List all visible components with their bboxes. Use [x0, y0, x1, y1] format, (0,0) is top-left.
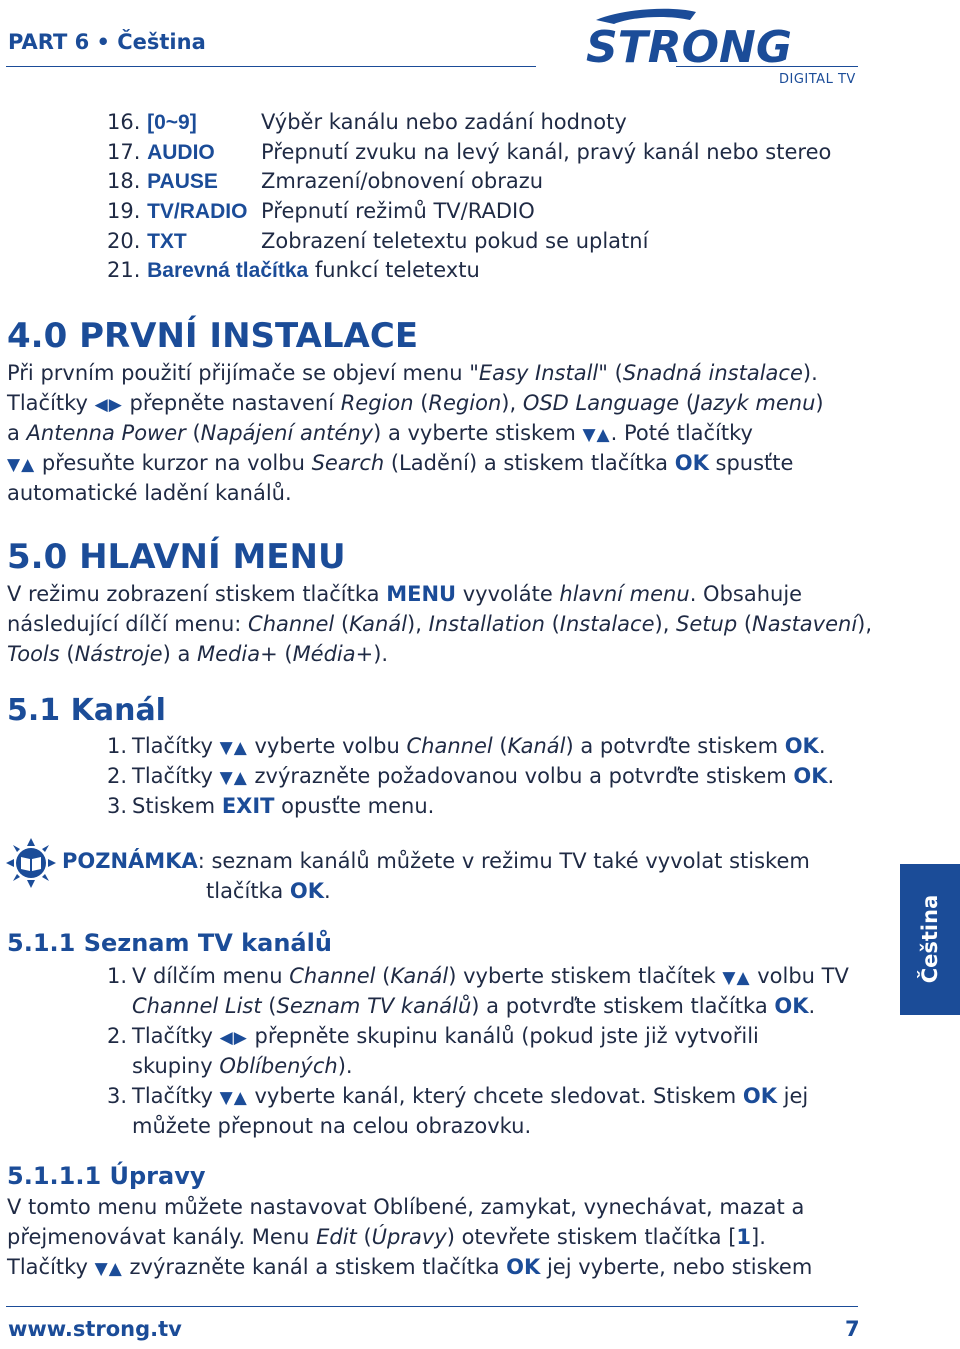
key-name: TV/RADIO [147, 200, 248, 224]
key-description: Výběr kanálu nebo zadání hodnoty [261, 110, 627, 134]
svg-text:STRONG: STRONG [586, 22, 792, 68]
left-right-arrows-icon: ◀▶ [219, 1028, 248, 1048]
key-description: Přepnutí režimů TV/RADIO [261, 199, 535, 224]
section-edit-text: V tomto menu můžete nastavovat Oblíbené, zamykat, vynechávat, mazat a přejmenovávat kanály. Menu Edit (Úpravy) otevřete stiskem tlačítka [1]. Tlačítky ▼▲ zvýrazněte kanál a stiskem tlačítka OK jej vyberte, nebo stiskem [7, 1195, 813, 1279]
note-book-icon [4, 836, 58, 890]
down-up-arrows-icon: ▼▲ [219, 1088, 248, 1108]
section-title-edit: 5.1.1.1 Úpravy [7, 1162, 206, 1190]
section-main-menu-text: V režimu zobrazení stiskem tlačítka MENU vyvoláte hlavní menu. Obsahuje následující dílčí menu: Channel (Kanál), Installation (Instalace), Setup (Nastavení), Tools (Nástroje) a Media+ (Média+). [7, 582, 873, 666]
note-box: POZNÁMKA: seznam kanálů můžete v režimu TV také vyvolat stiskem tlačítka OK. [62, 849, 810, 903]
key-description: Zmrazení/obnovení obrazu [261, 169, 544, 194]
header-divider [6, 66, 536, 67]
section-title-main-menu: 5.0 HLAVNÍ MENU [7, 537, 346, 577]
logo-divider [676, 66, 858, 67]
key-number: 21. [107, 258, 141, 283]
key-description: Přepnutí zvuku na levý kanál, pravý kanál nebo stereo [261, 139, 832, 164]
key-number: 19. [107, 199, 141, 224]
key-number: 17. [107, 139, 141, 164]
down-up-arrows-icon: ▼▲ [219, 738, 248, 758]
key-name: Barevná tlačítka [147, 259, 309, 283]
language-side-tab: Čeština [900, 864, 960, 1015]
down-up-arrows-icon: ▼▲ [7, 455, 36, 475]
section-title-channel: 5.1 Kanál [7, 693, 166, 728]
section-first-install-text: Při prvním použití přijímače se objeví menu "Easy Install" (Snadná instalace). Tlačítky ◀▶ přepněte nastavení Region (Region), OSD Language (Jazyk menu) a Antenna Power (Napájení antény) a vyberte stiskem ▼▲. Poté tlačítky ▼▲ přesuňte kurzor na volbu Search (Ladění) a stiskem tlačítka OK spusťte automatické ladění kanálů. [7, 361, 824, 505]
footer-divider [6, 1306, 858, 1307]
key-name: AUDIO [147, 140, 215, 164]
section-title-tv-channel-list: 5.1.1 Seznam TV kanálů [7, 929, 332, 957]
key-name: TXT [147, 229, 187, 253]
section-title-first-install: 4.0 PRVNÍ INSTALACE [7, 316, 419, 356]
page-header-part: PART 6 • Čeština [8, 30, 206, 54]
page-number: 7 [845, 1317, 860, 1341]
key-number: 20. [107, 228, 141, 253]
key-name: PAUSE [147, 170, 218, 194]
key-description: funkcí teletextu [314, 258, 480, 283]
footer-url[interactable]: www.strong.tv [8, 1317, 182, 1341]
strong-logo [584, 6, 864, 68]
key-number: 18. [107, 169, 141, 194]
logo-subtitle: DIGITAL TV [779, 72, 856, 87]
down-up-arrows-icon: ▼▲ [582, 425, 611, 445]
key-number: 16. [107, 110, 141, 134]
key-name: [0~9] [147, 111, 197, 134]
down-up-arrows-icon: ▼▲ [94, 1259, 123, 1279]
left-right-arrows-icon: ◀▶ [94, 395, 123, 415]
note-label: POZNÁMKA [62, 849, 198, 873]
key-description: Zobrazení teletextu pokud se uplatní [261, 228, 649, 253]
down-up-arrows-icon: ▼▲ [722, 968, 751, 988]
down-up-arrows-icon: ▼▲ [219, 768, 248, 788]
